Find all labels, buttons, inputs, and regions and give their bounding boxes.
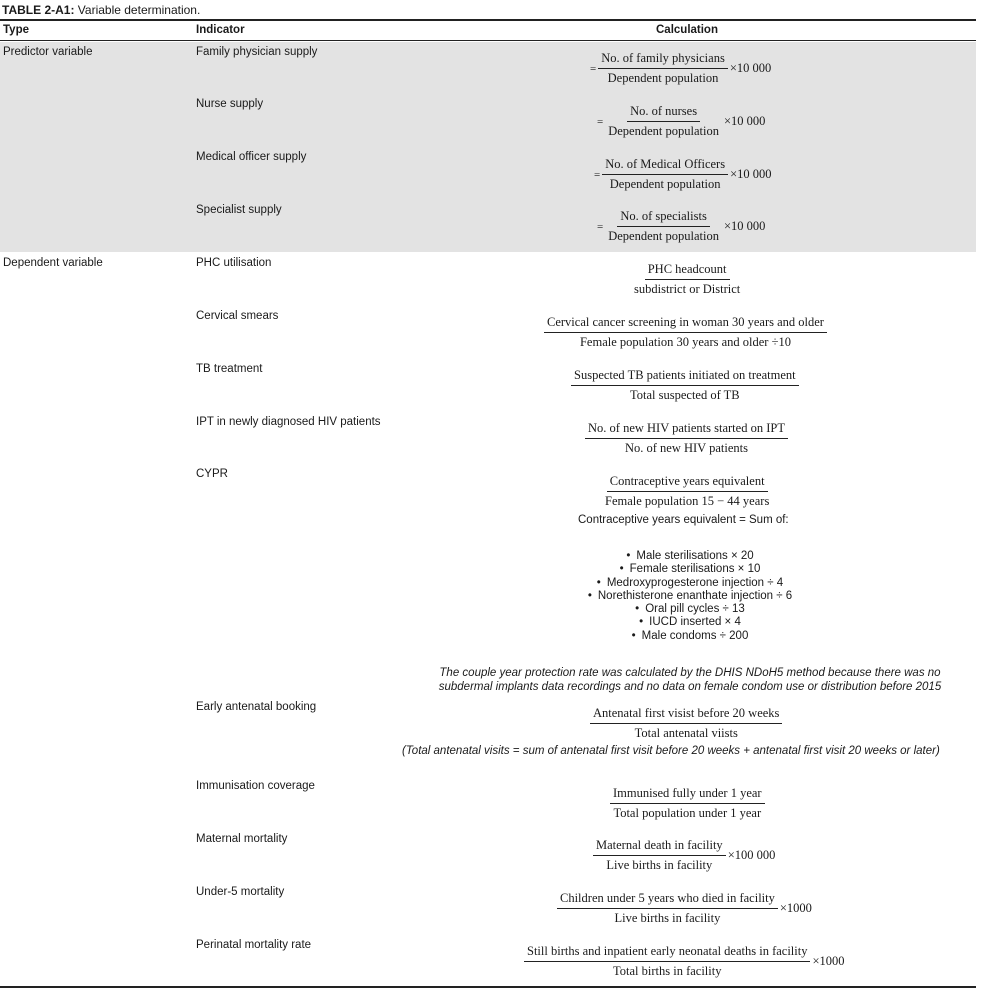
cypr-method-line-2: subdermal implants data recordings and no data on female condom use or distribution before 2015 <box>438 681 942 693</box>
cypr-equivalent-title: Contraceptive years equivalent = Sum of: <box>578 514 789 526</box>
header-rule <box>0 40 976 41</box>
formula-denominator: Dependent population <box>609 177 721 191</box>
formula-denominator: Dependent population <box>608 229 719 243</box>
formula-cypr <box>602 474 772 509</box>
list-item: • Male condoms ÷ 200 <box>560 630 820 643</box>
formula-denominator: Total antenatal viists <box>634 726 738 740</box>
equals-sign: = <box>597 220 604 233</box>
list-item: • Female sterilisations × 10 <box>560 563 820 576</box>
formula-numerator: PHC headcount <box>645 262 730 280</box>
formula-immunisation <box>610 786 765 821</box>
indicator-immunisation: Immunisation coverage <box>196 780 315 792</box>
equals-sign: = <box>590 62 597 75</box>
indicator-under5-mortality: Under-5 mortality <box>196 886 285 898</box>
formula-numerator: Cervical cancer screening in woman 30 years and older <box>544 315 827 333</box>
formula-early-antenatal <box>590 706 782 741</box>
formula-denominator: Dependent population <box>608 124 719 138</box>
cypr-bullet-list <box>560 550 820 643</box>
type-predictor: Predictor variable <box>3 46 93 58</box>
formula-phc-utilisation <box>631 262 743 297</box>
top-rule <box>0 19 976 21</box>
table-caption <box>2 3 200 17</box>
formula-numerator: No. of family physicians <box>598 51 728 69</box>
cypr-method-line-1: The couple year protection rate was calculated by the DHIS NDoH5 method because there was no <box>439 667 941 679</box>
formula-denominator: Live births in facility <box>614 911 721 925</box>
formula-multiplier: ×10 000 <box>723 114 766 128</box>
indicator-family-physician: Family physician supply <box>196 46 318 58</box>
indicator-specialist: Specialist supply <box>196 204 282 216</box>
formula-tb-treatment <box>571 368 799 403</box>
formula-numerator: No. of Medical Officers <box>602 157 728 175</box>
formula-numerator: Immunised fully under 1 year <box>610 786 765 804</box>
formula-numerator: Children under 5 years who died in facility <box>557 891 778 909</box>
formula-denominator: No. of new HIV patients <box>624 441 748 455</box>
formula-multiplier: ×1000 <box>812 954 845 968</box>
formula-numerator: Suspected TB patients initiated on treatment <box>571 368 799 386</box>
formula-denominator: Dependent population <box>607 71 719 85</box>
formula-medical-officer <box>594 157 772 192</box>
table-caption-label: TABLE 2-A1: <box>2 3 75 17</box>
formula-numerator: Maternal death in facility <box>593 838 726 856</box>
indicator-cypr: CYPR <box>196 468 228 480</box>
indicator-tb-treatment: TB treatment <box>196 363 263 375</box>
formula-under5-mortality <box>557 891 812 926</box>
list-item: • Male sterilisations × 20 <box>560 550 820 563</box>
formula-denominator: Total suspected of TB <box>629 388 740 402</box>
formula-multiplier: ×100 000 <box>727 848 776 862</box>
formula-multiplier: ×10 000 <box>730 167 772 181</box>
antenatal-note: (Total antenatal visits = sum of antenatal first visit before 20 weeks + antenatal first visit 20 weeks or later) <box>402 745 940 757</box>
formula-numerator: Contraceptive years equivalent <box>607 474 768 492</box>
indicator-ipt: IPT in newly diagnosed HIV patients <box>196 416 381 428</box>
header-indicator: Indicator <box>196 24 245 36</box>
formula-denominator: Total population under 1 year <box>613 806 762 820</box>
formula-denominator: Female population 15 − 44 years <box>605 494 770 508</box>
indicator-cervical-smears: Cervical smears <box>196 310 279 322</box>
formula-perinatal-mortality <box>524 944 845 979</box>
formula-numerator: Antenatal first visist before 20 weeks <box>590 706 782 724</box>
predictor-shading <box>0 42 976 252</box>
formula-denominator: Female population 30 years and older ÷10 <box>579 335 791 349</box>
formula-specialist <box>597 209 765 244</box>
formula-family-physician <box>590 51 771 86</box>
formula-ipt <box>585 421 788 456</box>
header-calculation: Calculation <box>656 24 718 36</box>
indicator-early-antenatal: Early antenatal booking <box>196 701 317 713</box>
cypr-method-note <box>410 666 970 694</box>
list-item: • Oral pill cycles ÷ 13 <box>560 603 820 616</box>
indicator-phc-utilisation: PHC utilisation <box>196 257 272 269</box>
type-dependent: Dependent variable <box>3 257 103 269</box>
indicator-medical-officer: Medical officer supply <box>196 151 307 163</box>
formula-numerator: No. of new HIV patients started on IPT <box>585 421 788 439</box>
formula-numerator: Still births and inpatient early neonatal deaths in facility <box>524 944 810 962</box>
indicator-nurse: Nurse supply <box>196 98 264 110</box>
indicator-maternal-mortality: Maternal mortality <box>196 833 288 845</box>
list-item: • IUCD inserted × 4 <box>560 616 820 629</box>
formula-numerator: No. of nurses <box>627 104 700 122</box>
list-item: • Norethisterone enanthate injection ÷ 6 <box>560 590 820 603</box>
formula-multiplier: ×1000 <box>779 901 812 915</box>
formula-denominator: Live births in facility <box>606 858 713 872</box>
formula-nurse <box>597 104 765 139</box>
formula-denominator: subdistrict or District <box>634 282 741 296</box>
formula-denominator: Total births in facility <box>613 964 722 978</box>
formula-maternal-mortality <box>593 838 775 873</box>
bottom-rule <box>0 986 976 988</box>
equals-sign: = <box>597 115 604 128</box>
table-caption-text: Variable determination. <box>74 3 201 17</box>
formula-multiplier: ×10 000 <box>729 61 772 75</box>
formula-cervical-smears <box>544 315 827 350</box>
formula-multiplier: ×10 000 <box>723 219 766 233</box>
indicator-perinatal-mortality: Perinatal mortality rate <box>196 939 312 951</box>
equals-sign: = <box>594 168 601 181</box>
formula-numerator: No. of specialists <box>617 209 709 227</box>
list-item: • Medroxyprogesterone injection ÷ 4 <box>560 577 820 590</box>
header-type: Type <box>3 24 29 36</box>
